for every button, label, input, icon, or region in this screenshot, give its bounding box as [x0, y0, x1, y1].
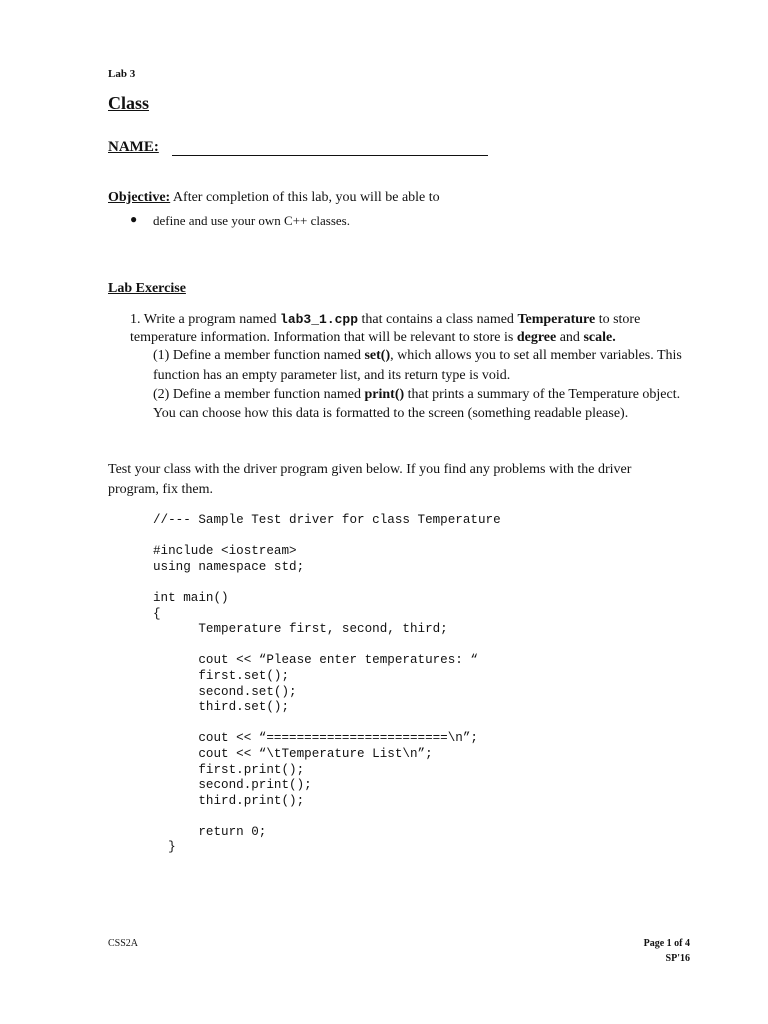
- name-blank-line: [172, 155, 488, 156]
- footer-page-number: Page 1 of 4: [643, 938, 690, 949]
- lab-exercise-heading: Lab Exercise: [108, 281, 186, 296]
- exercise-l5-pre: (2) Define a member function named: [153, 387, 365, 402]
- exercise-set-function: set(): [364, 348, 391, 363]
- exercise-line-6: You can choose how this data is formatted to the screen (something readable please).: [153, 406, 629, 421]
- exercise-line-4: function has an empty parameter list, and its return type is void.: [153, 368, 511, 383]
- exercise-l3-post: , which allows you to set all member variables. This: [390, 348, 682, 363]
- name-field-label: [108, 139, 159, 156]
- exercise-l1-pre: 1. Write a program named: [130, 312, 281, 327]
- exercise-line-5: [153, 387, 680, 403]
- exercise-l1-mid: that contains a class named: [358, 312, 518, 327]
- exercise-line-3: [153, 348, 682, 364]
- name-label-text: NAME:: [108, 139, 159, 155]
- exercise-print-function: print(): [364, 387, 405, 402]
- footer-term: SP'16: [665, 953, 690, 964]
- exercise-l2-pre: temperature information. Information that will be relevant to store is: [130, 330, 517, 345]
- bullet-dot-icon: ●: [130, 212, 138, 226]
- document-title: Class: [108, 93, 150, 113]
- exercise-scale: scale.: [583, 330, 616, 345]
- objective-label: Objective:: [108, 190, 171, 205]
- exercise-l5-post: that prints a summary of the Temperature object.: [404, 387, 681, 402]
- exercise-filename: lab3_1.cpp: [280, 312, 359, 327]
- footer-course-code: CSS2A: [108, 938, 139, 949]
- exercise-degree: degree: [516, 330, 557, 345]
- exercise-class-name: Temperature: [517, 312, 596, 327]
- lab-number-label: Lab 3: [108, 68, 136, 80]
- test-instructions-line-2: program, fix them.: [108, 482, 213, 497]
- objective-line: [108, 190, 440, 206]
- driver-code-block: //--- Sample Test driver for class Temperature #include <iostream> using namespace std; int main() { Temperature first, second, third; cout << “Please enter temperatures: “ first.set(); second.set(); third.set(); cout << “========================\n”; cout << “\tTemperature List\n”; first.print(); second.print(); third.print(); return 0; }: [153, 513, 501, 855]
- objective-text: After completion of this lab, you will be able to: [170, 190, 440, 205]
- test-instructions-line-1: Test your class with the driver program given below. If you find any problems with the driver: [108, 462, 632, 477]
- exercise-l3-pre: (1) Define a member function named: [153, 348, 365, 363]
- objective-bullet-text: define and use your own C++ classes.: [153, 213, 350, 228]
- exercise-line-2: [130, 330, 616, 346]
- exercise-line-1: [130, 312, 640, 328]
- exercise-l1-post: to store: [595, 312, 641, 327]
- exercise-l2-and: and: [556, 330, 584, 345]
